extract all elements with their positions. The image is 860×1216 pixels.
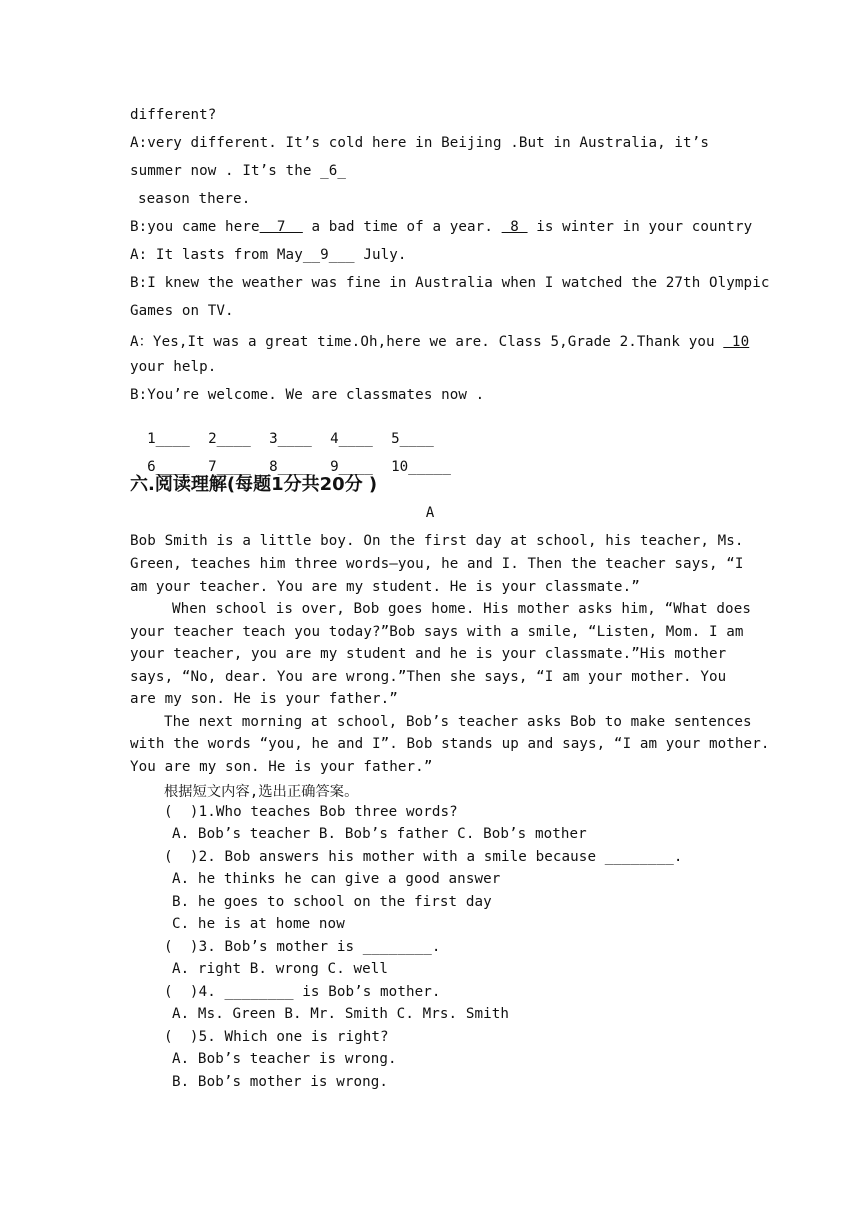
- dialogue-line: [130, 331, 749, 351]
- dialogue-line: B:You’re welcome. We are classmates now .: [130, 387, 485, 403]
- question: ( )5. Which one is right?: [164, 1029, 389, 1045]
- dialogue-line: [130, 163, 346, 179]
- dialogue-line: [130, 247, 407, 263]
- dialogue-line: B:I knew the weather was fine in Australia when I watched the 27th Olympic: [130, 275, 770, 291]
- question: ( )2. Bob answers his mother with a smile because ________.: [164, 849, 683, 865]
- question-options: A. Ms. Green B. Mr. Smith C. Mrs. Smith: [172, 1006, 510, 1022]
- question-option: A. he thinks he can give a good answer: [172, 871, 501, 887]
- dialogue-text: July.: [354, 247, 407, 263]
- dialogue-line: your help.: [130, 359, 217, 375]
- question: ( )3. Bob’s mother is ________.: [164, 939, 441, 955]
- question-options: A. right B. wrong C. well: [172, 961, 389, 977]
- answer-blank: 8____: [269, 459, 312, 475]
- passage-line: with the words “you, he and I”. Bob stands up and says, “I am your mother.: [130, 736, 770, 752]
- instruction: 根据短文内容,选出正确答案。: [164, 784, 359, 800]
- passage-line: are my son. He is your father.”: [130, 691, 398, 707]
- answer-blank: 2____: [208, 431, 251, 447]
- answer-blank: 4____: [330, 431, 373, 447]
- dialogue-line: season there.: [138, 191, 251, 207]
- dialogue-line: A:very different. It’s cold here in Beijing .But in Australia, it’s: [130, 135, 709, 151]
- passage-line: You are my son. He is your father.”: [130, 759, 433, 775]
- passage-line: Green, teaches him three words—you, he and I. Then the teacher says, “I: [130, 556, 744, 572]
- blank-6: _6_: [320, 163, 347, 179]
- answer-blank: 3____: [269, 431, 312, 447]
- blank-9: __9___: [302, 247, 355, 263]
- passage-label: A: [425, 505, 435, 521]
- passage-line: your teacher teach you today?”Bob says with a smile, “Listen, Mom. I am: [130, 624, 744, 640]
- passage-line: The next morning at school, Bob’s teacher asks Bob to make sentences: [164, 714, 752, 730]
- answer-blank: 9____: [330, 459, 373, 475]
- question-option: B. Bob’s mother is wrong.: [172, 1074, 389, 1090]
- question: ( )1.Who teaches Bob three words?: [164, 804, 458, 820]
- question-options: A. Bob’s teacher B. Bob’s father C. Bob’s mother: [172, 826, 587, 842]
- dialogue-text: A: It lasts from May: [130, 247, 303, 263]
- answer-blank: 7____: [208, 459, 251, 475]
- answer-blank: 6____: [147, 459, 190, 475]
- passage-line: Bob Smith is a little boy. On the first day at school, his teacher, Ms.: [130, 533, 744, 549]
- section-heading: 六.阅读理解(每题1分共20分 ): [130, 474, 378, 495]
- dialogue-text: A：Yes,It was a great time.Oh,here we are. Class 5,Grade 2.Thank you: [130, 334, 724, 350]
- answer-blank: 5____: [391, 431, 434, 447]
- question-option: C. he is at home now: [172, 916, 345, 932]
- passage-line: your teacher, you are my student and he is your classmate.”His mother: [130, 646, 727, 662]
- question: ( )4. ________ is Bob’s mother.: [164, 984, 441, 1000]
- passage-line: am your teacher. You are my student. He is your classmate.”: [130, 579, 640, 595]
- blank-10: 10: [723, 334, 750, 350]
- dialogue-text: a bad time of a year.: [302, 219, 502, 235]
- answer-blank: 1____: [147, 431, 190, 447]
- passage-line: says, “No, dear. You are wrong.”Then she says, “I am your mother. You: [130, 669, 727, 685]
- question-option: B. he goes to school on the first day: [172, 894, 492, 910]
- dialogue-line: different?: [130, 107, 217, 123]
- answer-blank: 10_____: [391, 459, 451, 475]
- blank-7: 7: [259, 219, 303, 235]
- dialogue-text: is winter in your country: [527, 219, 753, 235]
- blank-8: 8: [501, 219, 528, 235]
- dialogue-line: [130, 219, 752, 235]
- dialogue-text: summer now . It’s the: [130, 163, 321, 179]
- passage-line: When school is over, Bob goes home. His mother asks him, “What does: [172, 601, 751, 617]
- dialogue-text: B:you came here: [130, 219, 260, 235]
- dialogue-line: Games on TV.: [130, 303, 234, 319]
- question-option: A. Bob’s teacher is wrong.: [172, 1051, 397, 1067]
